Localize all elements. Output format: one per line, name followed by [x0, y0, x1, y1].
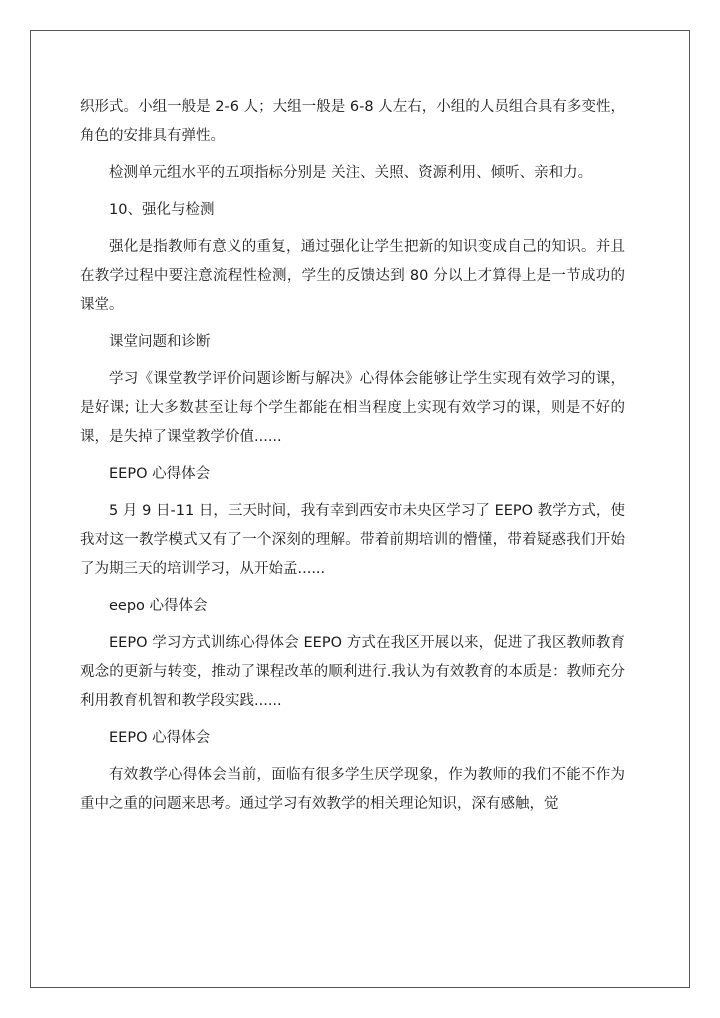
- heading-eepo-3: EEPO 心得体会: [109, 730, 211, 746]
- paragraph-5: 5 月 9 日-11 日，三天时间，我有幸到西安市未央区学习了 EEPO 教学方式，使我对这一教学模式又有了一个深刻的理解。带着前期培训的懵懂，带着疑惑我们开始了为期三天的培训学习，从开始孟......: [80, 503, 625, 577]
- document-body: [80, 93, 625, 827]
- paragraph-3: 强化是指教师有意义的重复，通过强化让学生把新的知识变成自己的知识。并且在教学过程中要注意流程性检测，学生的反馈达到 80 分以上才算得上是一节成功的课堂。: [80, 239, 625, 313]
- paragraph-1: 织形式。小组一般是 2-6 人；大组一般是 6-8 人左右，小组的人员组合具有多变性，角色的安排具有弹性。: [80, 99, 625, 144]
- paragraph-6: EEPO 学习方式训练心得体会 EEPO 方式在我区开展以来，促进了我区教师教育观念的更新与转变，推动了课程改革的顺利进行.我认为有效教育的本质是：教师充分利用教育机智和教学段实践......: [80, 635, 625, 709]
- paragraph-2: 检测单元组水平的五项指标分别是 关注、关照、资源利用、倾听、亲和力。: [109, 165, 593, 181]
- paragraph-7: 有效教学心得体会当前，面临有很多学生厌学现象，作为教师的我们不能不作为重中之重的问题来思考。通过学习有效教学的相关理论知识，深有感触，觉: [80, 767, 625, 812]
- paragraph-4: 学习《课堂教学评价问题诊断与解决》心得体会能够让学生实现有效学习的课，是好课; 让大多数甚至让每个学生都能在相当程度上实现有效学习的课，则是不好的课，是失掉了课堂教学价值......: [80, 371, 625, 445]
- heading-classroom-diagnosis: 课堂问题和诊断: [109, 334, 211, 350]
- heading-eepo-1: EEPO 心得体会: [109, 466, 211, 482]
- heading-eepo-2: eepo 心得体会: [109, 598, 208, 614]
- section-heading-reinforcement: 10、强化与检测: [109, 202, 215, 218]
